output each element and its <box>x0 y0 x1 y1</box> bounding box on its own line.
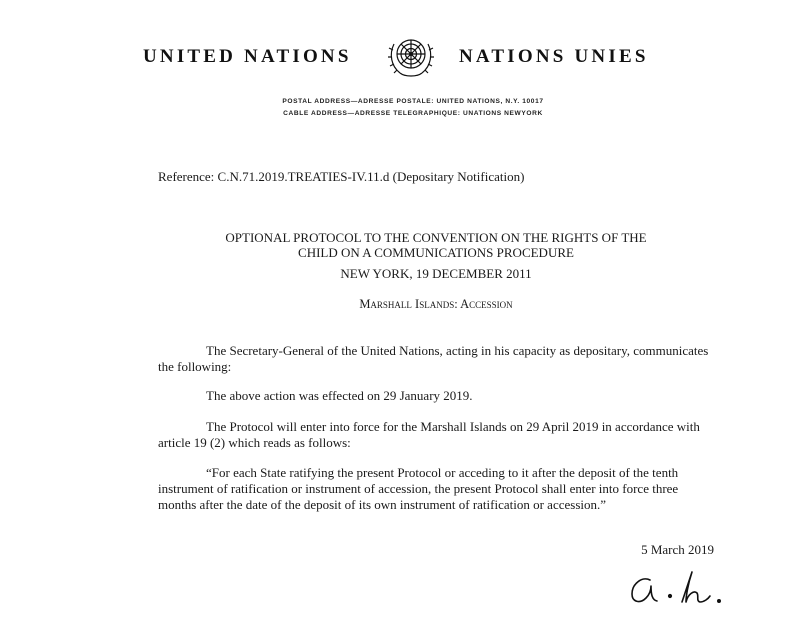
cable-address: CABLE ADDRESS—ADRESSE TELEGRAPHIQUE: UNATIONS NEWYORK <box>283 110 543 117</box>
postal-address: POSTAL ADDRESS—ADRESSE POSTALE: UNITED NATIONS, N.Y. 10017 <box>282 98 544 105</box>
reference-line: Reference: C.N.71.2019.TREATIES-IV.11.d (Depositary Notification) <box>158 169 525 184</box>
title-line-2: CHILD ON A COMMUNICATIONS PROCEDURE <box>298 245 574 260</box>
org-name-french: NATIONS UNIES <box>459 46 649 67</box>
title-line-1: OPTIONAL PROTOCOL TO THE CONVENTION ON THE RIGHTS OF THE <box>225 230 647 245</box>
paragraph-entry-into-force: The Protocol will enter into force for the Marshall Islands on 29 April 2019 in accordance with article 19 (2) which reads as follows: <box>158 419 700 450</box>
signature-image <box>624 566 724 614</box>
paragraph-effected: The above action was effected on 29 January 2019. <box>206 388 473 403</box>
paragraph-communication: The Secretary-General of the United Nations, acting in his capacity as depositary, communicates the following: <box>158 343 709 374</box>
notification-date: 5 March 2019 <box>641 542 714 557</box>
un-emblem-icon <box>385 30 437 82</box>
org-name-english: UNITED NATIONS <box>143 46 352 67</box>
document-title <box>158 230 714 260</box>
place-date: NEW YORK, 19 DECEMBER 2011 <box>340 266 532 281</box>
action-heading: Marshall Islands: Accession <box>359 297 513 311</box>
quoted-article: “For each State ratifying the present Protocol or acceding to it after the deposit of the tenth instrument of ratification or instrument of accession, the present Protocol shall enter into force three months after the date of the deposit of its own instrument of ratification or accession.” <box>158 465 679 512</box>
letterhead <box>143 30 663 122</box>
